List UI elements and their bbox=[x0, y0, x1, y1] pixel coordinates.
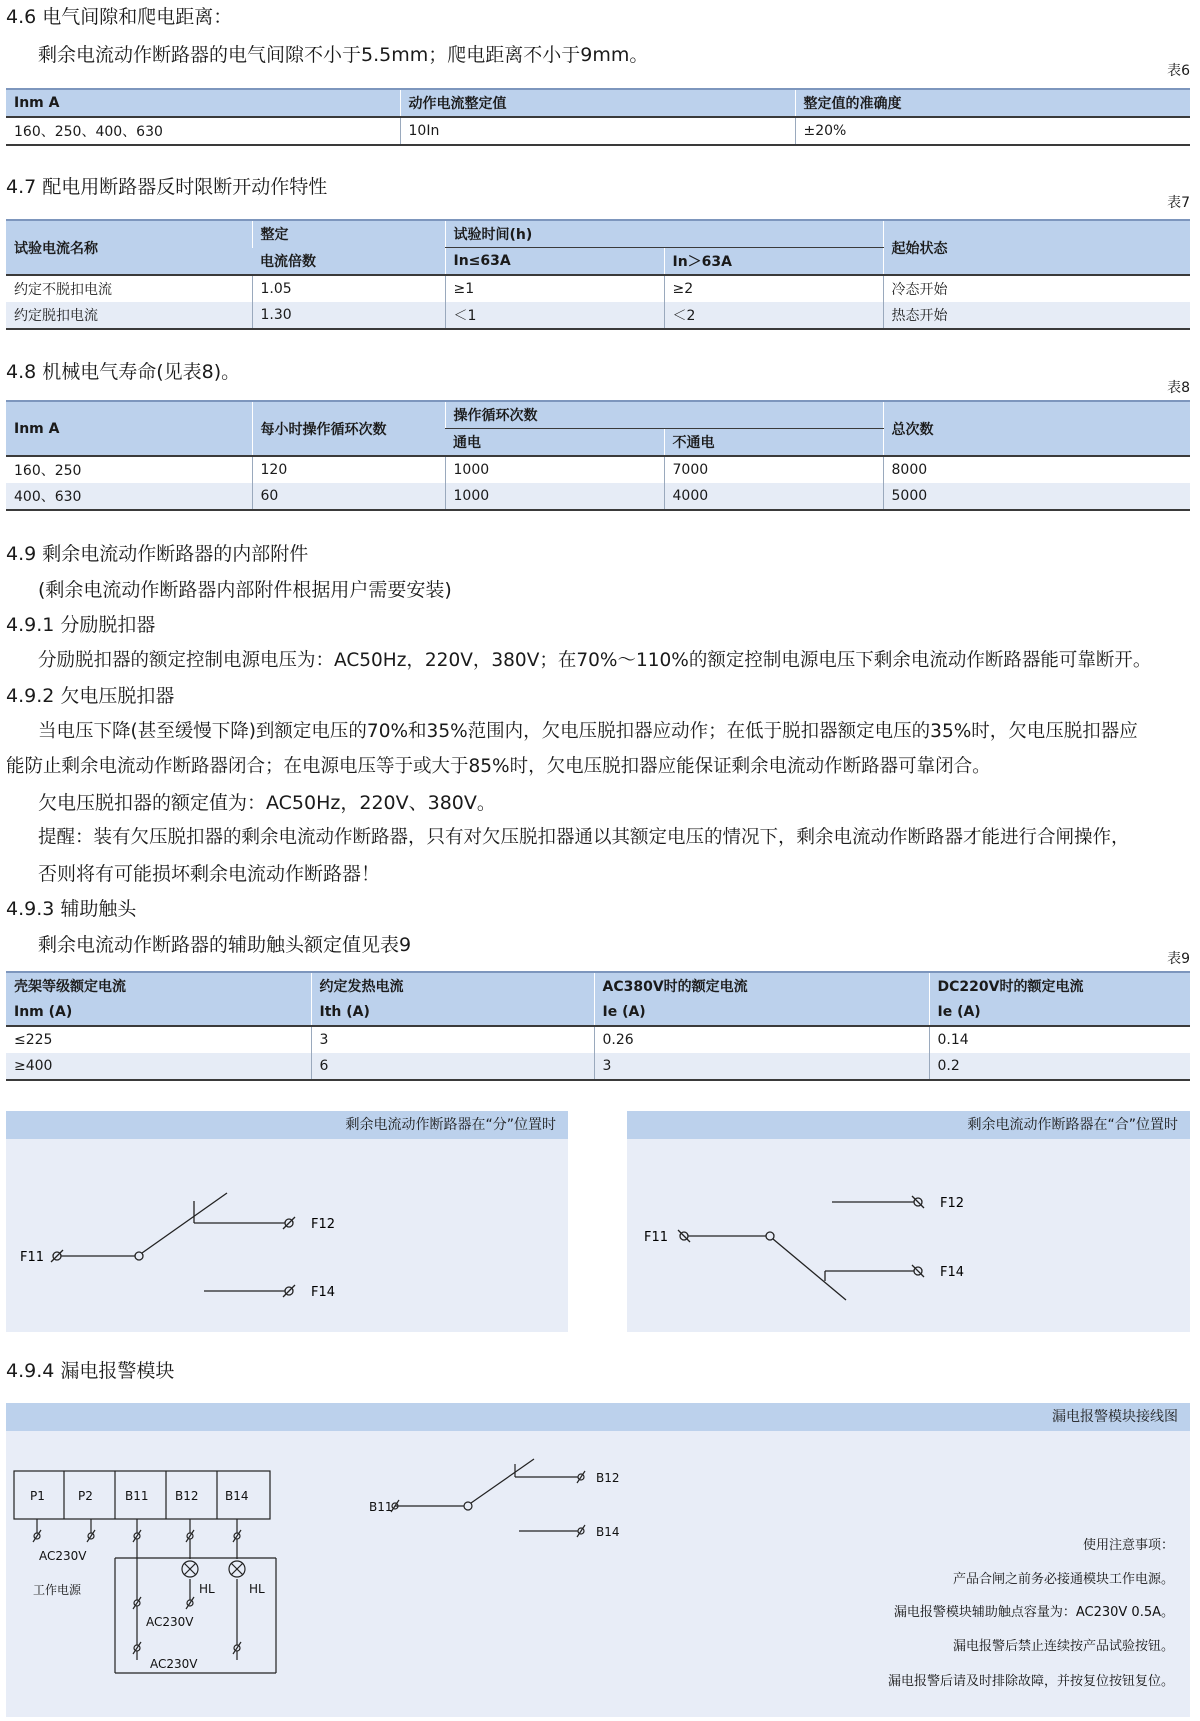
t7-header-mult-2: 电流倍数 bbox=[252, 248, 445, 276]
undervoltage-text-1: 当电压下降(甚至缓慢下降)到额定电压的70%和35%范围内，欠电压脱扣器应动作；在低于脱扣器额定电压的35%时，欠电压脱扣器应 bbox=[38, 721, 1138, 742]
terminal-p1: P1 bbox=[30, 1489, 45, 1503]
table-row bbox=[6, 302, 1190, 329]
table-cell: 400、630 bbox=[6, 483, 252, 510]
t7-header-gt63: In＞63A bbox=[664, 248, 883, 276]
section-heading-4-9-4: 4.9.4 漏电报警模块 bbox=[6, 1360, 175, 1382]
t8-header-total: 总次数 bbox=[883, 401, 1190, 456]
open-f14-label: F14 bbox=[311, 1285, 336, 1300]
t7-header-le63: In≤63A bbox=[445, 248, 664, 276]
table-row bbox=[6, 1053, 1190, 1080]
t8-header-off: 不通电 bbox=[664, 429, 883, 457]
table-cell: 0.2 bbox=[929, 1053, 1190, 1080]
table-row bbox=[6, 117, 1190, 145]
t9-header-frame: 壳架等级额定电流 bbox=[6, 972, 311, 999]
t9-header-ith: Ith (A) bbox=[311, 999, 594, 1026]
terminal-b11: B11 bbox=[125, 1489, 149, 1503]
table-cell: 8000 bbox=[883, 456, 1190, 483]
work-power-label: 工作电源 bbox=[33, 1583, 82, 1597]
section-heading-4-9: 4.9 剩余电流动作断路器的内部附件 bbox=[6, 543, 309, 565]
table-cell: 冷态开始 bbox=[883, 275, 1190, 302]
t6-header-accuracy: 整定值的准确度 bbox=[795, 89, 1190, 117]
t7-header-state: 起始状态 bbox=[883, 220, 1190, 275]
t7-header-name: 试验电流名称 bbox=[6, 220, 252, 275]
table-cell: ＜2 bbox=[664, 302, 883, 329]
diagram-closed-title: 剩余电流动作断路器在“合”位置时 bbox=[627, 1111, 1190, 1139]
section-heading-4-9-3: 4.9.3 辅助触头 bbox=[6, 898, 137, 920]
switch-b11-label: B11 bbox=[369, 1500, 393, 1514]
table-cell: ±20% bbox=[795, 117, 1190, 145]
t9-header-thermal: 约定发热电流 bbox=[311, 972, 594, 999]
t9-header-ie-ac: Ie (A) bbox=[594, 999, 929, 1026]
open-f12-label: F12 bbox=[311, 1217, 336, 1232]
table-cell: ≤225 bbox=[14, 1032, 53, 1048]
t8-header-per-hour: 每小时操作循环次数 bbox=[252, 401, 445, 456]
section-heading-4-7: 4.7 配电用断路器反时限断开动作特性 bbox=[6, 176, 328, 198]
open-f11-label: F11 bbox=[20, 1250, 45, 1265]
work-power-voltage: AC230V bbox=[39, 1549, 87, 1563]
closed-f11-label: F11 bbox=[644, 1230, 669, 1245]
open-contact-schematic bbox=[6, 1111, 568, 1332]
alarm-diagram-title: 漏电报警模块接线图 bbox=[6, 1403, 1190, 1431]
table-cell: 0.26 bbox=[594, 1026, 929, 1053]
table-cell: 热态开始 bbox=[883, 302, 1190, 329]
usage-note: 漏电报警模块辅助触点容量为：AC230V 0.5A。 bbox=[893, 1605, 1174, 1620]
table-cell: 1000 bbox=[445, 456, 664, 483]
table-cell: ＜1 bbox=[445, 302, 664, 329]
diagram-open-title: 剩余电流动作断路器在“分”位置时 bbox=[6, 1111, 568, 1139]
table-cell: 160、250、400、630 bbox=[14, 124, 163, 140]
diagram-open-position bbox=[6, 1111, 568, 1332]
table-9 bbox=[6, 971, 1190, 1081]
table-cell: ≥1 bbox=[445, 275, 664, 302]
table-cell: 3 bbox=[311, 1026, 594, 1053]
alarm-wiring-diagram bbox=[6, 1403, 1190, 1717]
usage-note: 产品合闸之前务必接通模块工作电源。 bbox=[952, 1572, 1174, 1587]
t9-header-inm: Inm (A) bbox=[6, 999, 311, 1026]
t8-header-cycles: 操作循环次数 bbox=[445, 401, 883, 429]
table-cell: 4000 bbox=[664, 483, 883, 510]
table-cell: 1.30 bbox=[252, 302, 445, 329]
section-heading-4-6: 4.6 电气间隙和爬电距离： bbox=[6, 6, 233, 28]
section-heading-4-8: 4.8 机械电气寿命(见表8)。 bbox=[6, 361, 241, 383]
t7-header-mult-1: 整定 bbox=[252, 220, 445, 248]
diagram-closed-position bbox=[627, 1111, 1190, 1332]
alarm-schematic bbox=[6, 1403, 1190, 1717]
terminal-b14: B14 bbox=[225, 1489, 249, 1503]
aux-contact-text: 剩余电流动作断路器的辅助触头额定值见表9 bbox=[38, 934, 412, 956]
t8-header-on: 通电 bbox=[445, 429, 664, 457]
t8-header-inm: Inm A bbox=[6, 401, 252, 456]
t9-header-dc220: DC220V时的额定电流 bbox=[929, 972, 1190, 999]
table-cell: 120 bbox=[252, 456, 445, 483]
terminal-p2: P2 bbox=[78, 1489, 93, 1503]
table-cell: 10In bbox=[400, 117, 795, 145]
table-cell: 3 bbox=[594, 1053, 929, 1080]
table-cell: ≥400 bbox=[6, 1053, 311, 1080]
closed-f12-label: F12 bbox=[940, 1196, 965, 1211]
section-heading-4-9-1: 4.9.1 分励脱扣器 bbox=[6, 614, 156, 636]
table-7 bbox=[6, 219, 1190, 330]
table-row bbox=[6, 275, 1190, 302]
t6-header-inm: Inm A bbox=[6, 89, 400, 117]
usage-note: 漏电报警后请及时排除故障，并按复位按钮复位。 bbox=[887, 1674, 1174, 1689]
table-row bbox=[6, 483, 1190, 510]
section-heading-4-9-2: 4.9.2 欠电压脱扣器 bbox=[6, 685, 175, 707]
lamp-label-1: HL bbox=[199, 1582, 215, 1596]
table-row bbox=[6, 456, 1190, 483]
table-cell: 5000 bbox=[883, 483, 1190, 510]
table-tag-9: 表9 bbox=[1167, 951, 1190, 967]
closed-f14-label: F14 bbox=[940, 1265, 965, 1280]
table-tag-7: 表7 bbox=[1167, 195, 1190, 211]
table-row bbox=[6, 1026, 1190, 1053]
terminal-b12: B12 bbox=[175, 1489, 199, 1503]
bottom-circuit-voltage: AC230V bbox=[150, 1657, 198, 1671]
table-tag-6: 表6 bbox=[1167, 63, 1190, 79]
t9-header-ac380: AC380V时的额定电流 bbox=[594, 972, 929, 999]
usage-notes-title: 使用注意事项： bbox=[1082, 1538, 1174, 1553]
usage-note: 漏电报警后禁止连续按产品试验按钮。 bbox=[952, 1639, 1174, 1654]
table-cell: 1000 bbox=[445, 483, 664, 510]
table-cell: 1.05 bbox=[252, 275, 445, 302]
table-cell: ≥2 bbox=[664, 275, 883, 302]
table-cell: 0.14 bbox=[929, 1026, 1190, 1053]
lamp-circuit-voltage: AC230V bbox=[146, 1615, 194, 1629]
switch-b12-label: B12 bbox=[596, 1471, 620, 1485]
undervoltage-rating: 欠电压脱扣器的额定值为：AC50Hz，220V、380V。 bbox=[38, 792, 496, 814]
t6-header-setting: 动作电流整定值 bbox=[400, 89, 795, 117]
shunt-trip-text: 分励脱扣器的额定控制电源电压为：AC50Hz，220V，380V；在70%～110%的额定控制电源电压下剩余电流动作断路器能可靠断开。 bbox=[38, 650, 1152, 671]
accessory-note: (剩余电流动作断路器内部附件根据用户需要安装) bbox=[38, 579, 452, 601]
closed-contact-schematic bbox=[627, 1111, 1190, 1332]
t7-header-time: 试验时间(h) bbox=[445, 220, 883, 248]
table-cell: 6 bbox=[311, 1053, 594, 1080]
table-tag-8: 表8 bbox=[1167, 380, 1190, 396]
t9-header-ie-dc: Ie (A) bbox=[929, 999, 1190, 1026]
lamp-label-2: HL bbox=[249, 1582, 265, 1596]
clearance-text: 剩余电流动作断路器的电气间隙不小于5.5mm；爬电距离不小于9mm。 bbox=[38, 44, 649, 66]
table-6 bbox=[6, 88, 1190, 146]
table-cell: 60 bbox=[252, 483, 445, 510]
table-8 bbox=[6, 400, 1190, 511]
undervoltage-warning-2: 否则将有可能损坏剩余电流动作断路器！ bbox=[38, 863, 381, 885]
undervoltage-warning-1: 提醒：装有欠压脱扣器的剩余电流动作断路器，只有对欠压脱扣器通以其额定电压的情况下，剩余电流动作断路器才能进行合闸操作， bbox=[38, 827, 1130, 848]
table-cell: 约定脱扣电流 bbox=[6, 302, 252, 329]
switch-b14-label: B14 bbox=[596, 1525, 620, 1539]
table-cell: 约定不脱扣电流 bbox=[14, 282, 112, 298]
undervoltage-text-2: 能防止剩余电流动作断路器闭合；在电源电压等于或大于85%时，欠电压脱扣器应能保证剩余电流动作断路器可靠闭合。 bbox=[6, 756, 991, 777]
table-cell: 7000 bbox=[664, 456, 883, 483]
table-cell: 160、250 bbox=[14, 463, 82, 479]
